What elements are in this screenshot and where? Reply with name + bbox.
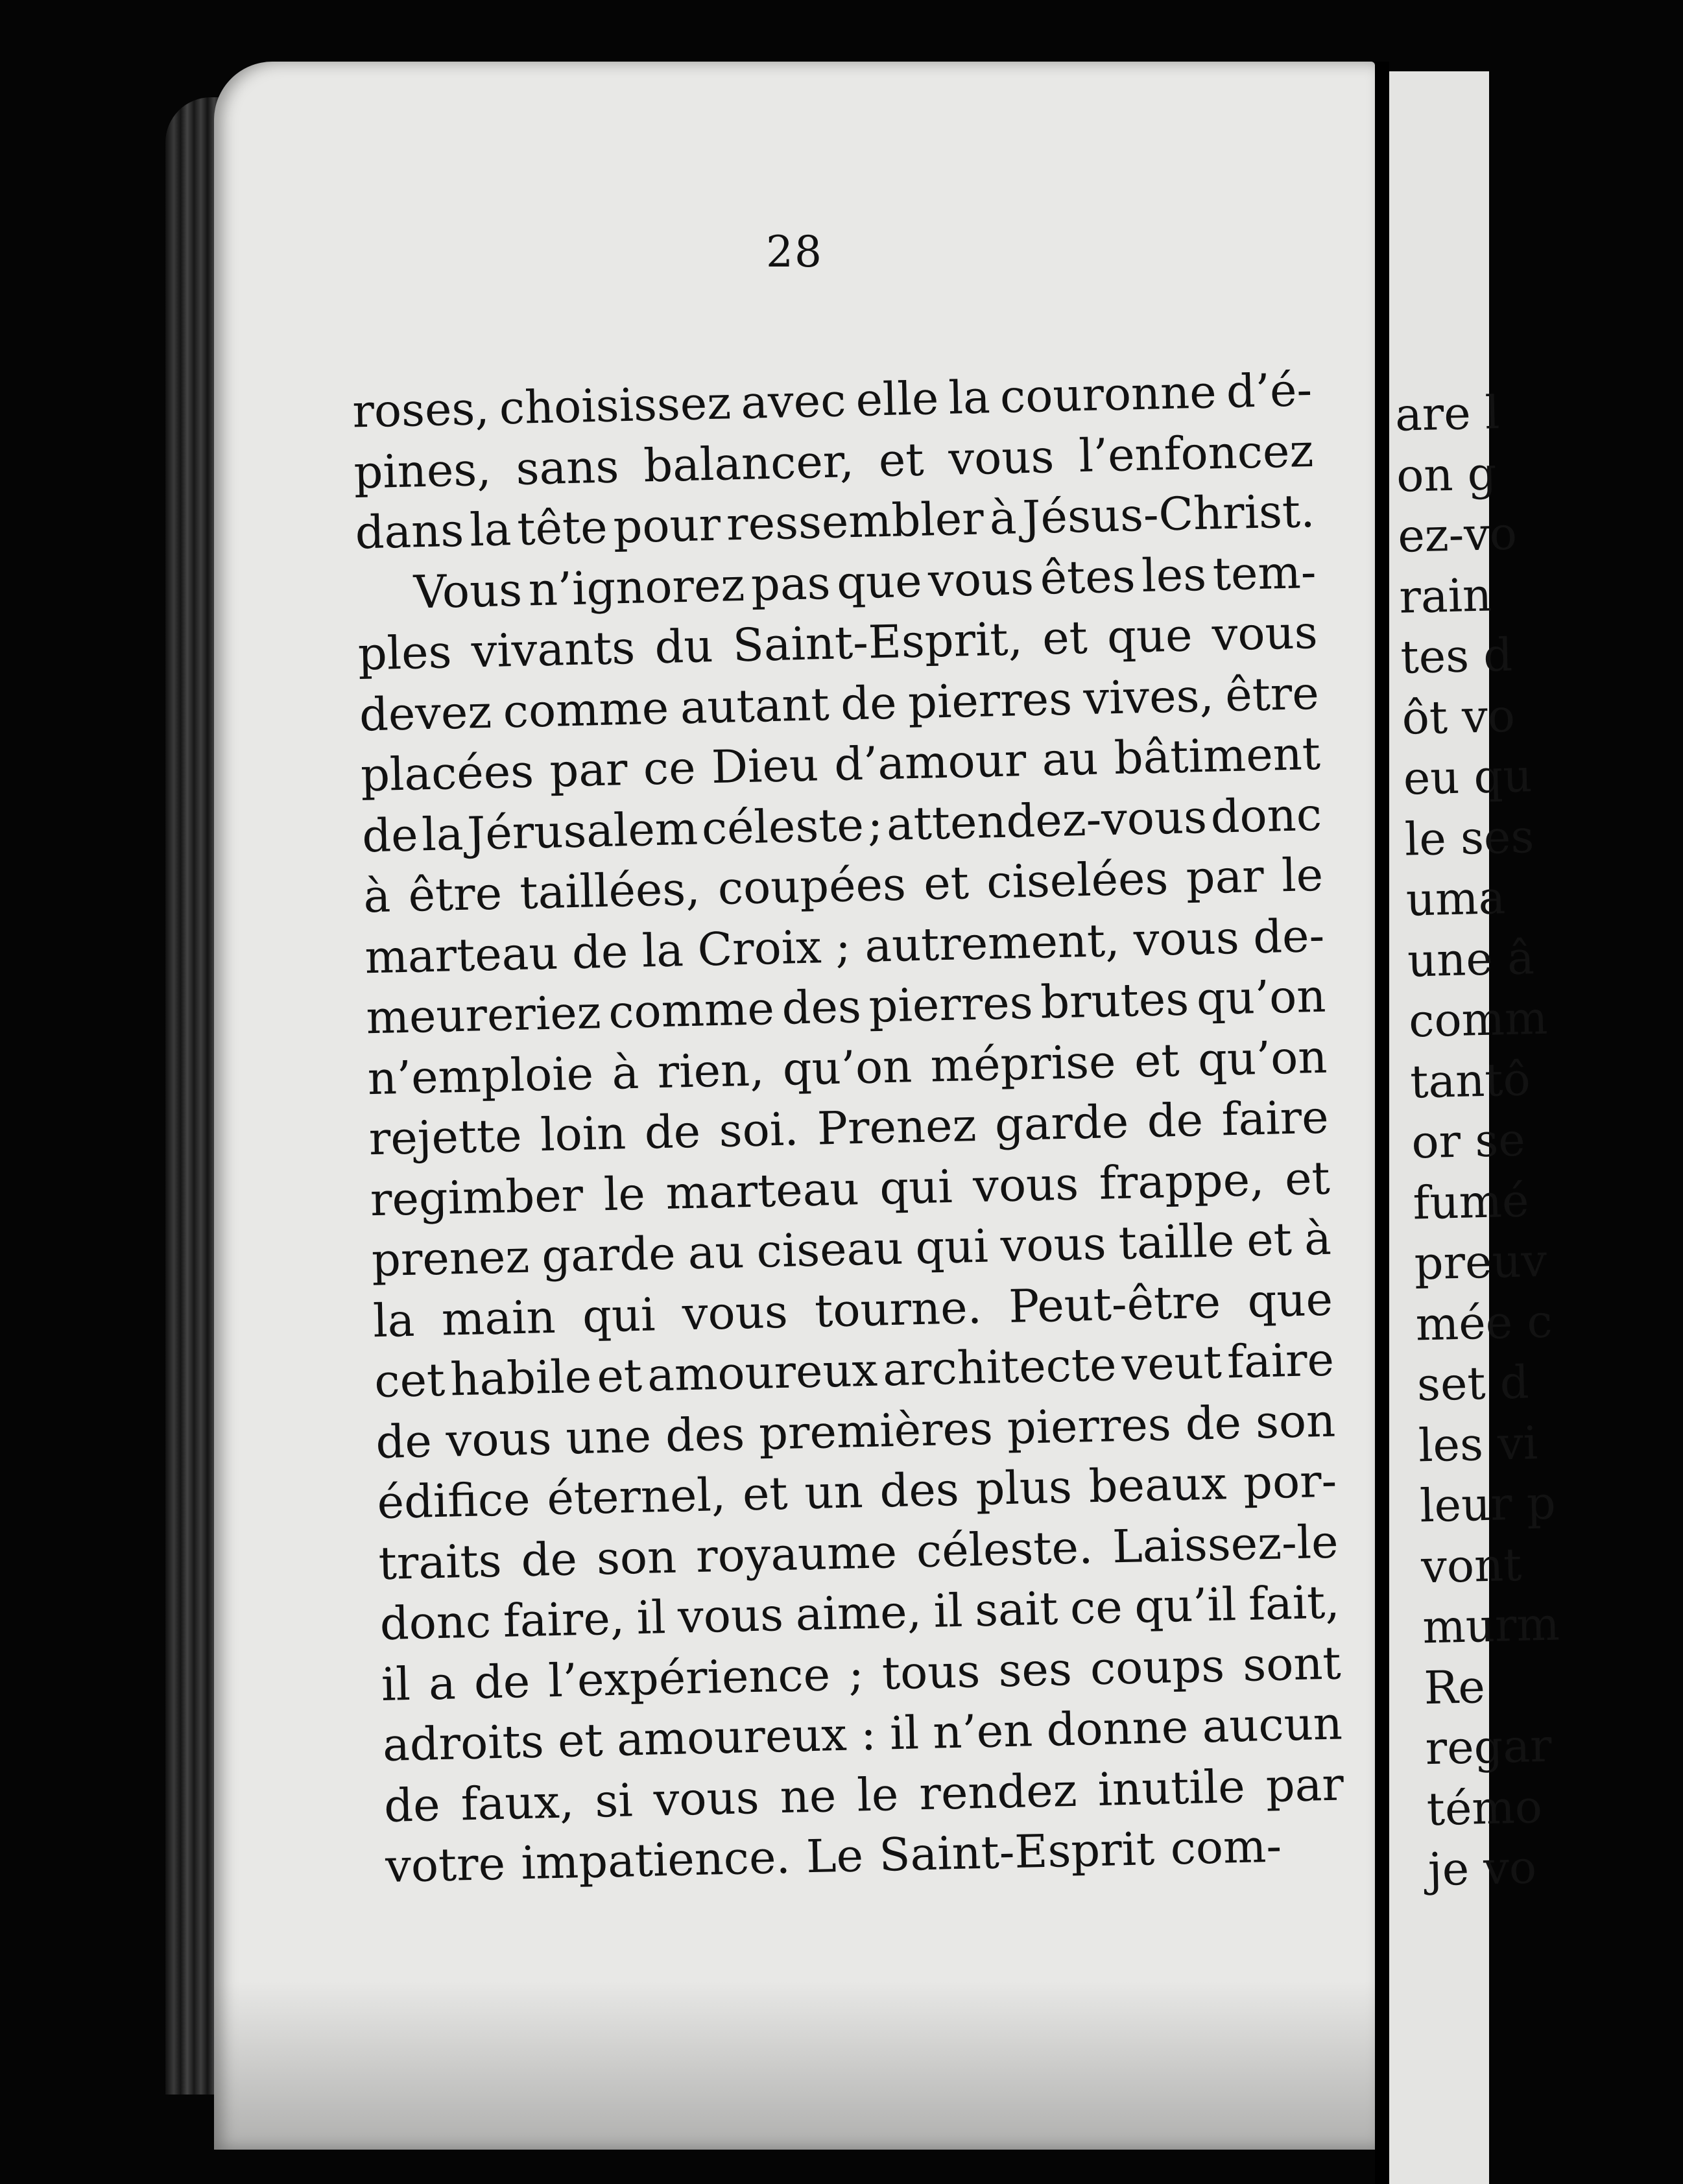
word: et <box>1284 1151 1331 1205</box>
word: brutes <box>1040 972 1190 1029</box>
word: le <box>603 1167 646 1221</box>
word: n’ignorez <box>527 558 746 616</box>
word: a <box>428 1656 457 1710</box>
word: de <box>383 1777 441 1833</box>
facing-text-line: uma <box>1405 871 1507 927</box>
word: tous <box>881 1644 981 1700</box>
facing-text-line: tantô <box>1409 1052 1531 1109</box>
word: que <box>1106 608 1193 664</box>
word: êtes <box>1039 549 1136 605</box>
word: plus <box>975 1460 1073 1516</box>
word: qu’on <box>1195 969 1327 1026</box>
word: un <box>804 1465 864 1520</box>
facing-text-line: comm <box>1408 991 1549 1048</box>
word: comme <box>502 681 670 738</box>
word: royaume <box>695 1525 898 1583</box>
word: une <box>565 1409 652 1464</box>
word: adroits <box>382 1715 545 1772</box>
word: par <box>1185 849 1265 905</box>
word: votre <box>385 1836 506 1893</box>
facing-text-line: murm <box>1422 1597 1560 1654</box>
word: por- <box>1243 1454 1338 1510</box>
word: aime, <box>794 1585 922 1641</box>
word: prenez <box>371 1229 531 1287</box>
word: qui <box>914 1219 989 1275</box>
word: faire, <box>502 1591 625 1648</box>
word: de <box>1146 1093 1204 1148</box>
word: qu’il <box>1134 1578 1237 1633</box>
word: il <box>933 1584 964 1638</box>
word: que <box>1247 1272 1333 1328</box>
word: amoureux <box>616 1707 848 1766</box>
word: à <box>1304 1211 1332 1266</box>
word: de <box>520 1532 578 1587</box>
word: traits <box>377 1534 503 1590</box>
word: Saint-Esprit, <box>732 612 1023 672</box>
word: méprise <box>929 1034 1117 1093</box>
word: ples <box>357 625 453 681</box>
word: : <box>860 1707 877 1761</box>
word: attendez-vous <box>886 790 1208 851</box>
word: de <box>1184 1395 1242 1451</box>
word: sont <box>1242 1635 1342 1692</box>
word: que <box>836 554 923 610</box>
word: le <box>1281 848 1324 903</box>
word: n’en <box>932 1703 1034 1759</box>
word: dans <box>354 503 465 560</box>
word: regimber <box>370 1168 584 1226</box>
word: sait <box>974 1582 1059 1637</box>
word: avec <box>740 374 847 429</box>
word: céleste. <box>916 1520 1094 1578</box>
word: inutile <box>1097 1759 1246 1816</box>
word: loin <box>540 1106 627 1162</box>
word: Croix <box>697 920 822 977</box>
word: et <box>557 1713 604 1768</box>
word: vous <box>677 1587 784 1644</box>
facing-text-line: on g <box>1396 446 1498 503</box>
word: vivants <box>470 621 636 678</box>
word: si <box>594 1773 634 1828</box>
facing-page-text <box>1389 379 1683 1901</box>
word: amoureux <box>647 1343 878 1402</box>
word: ressembler <box>726 492 985 551</box>
word: ne <box>779 1768 837 1823</box>
word: pierres <box>868 976 1034 1033</box>
word: devez <box>359 685 493 741</box>
word: être <box>407 866 503 922</box>
book-gutter <box>1375 62 1389 2184</box>
word: main <box>441 1290 556 1346</box>
facing-text-line: regar <box>1424 1718 1553 1775</box>
word: donne <box>1045 1700 1189 1757</box>
word: Vous <box>412 563 523 619</box>
word: les <box>1141 547 1207 602</box>
word: son <box>1255 1394 1336 1449</box>
word: taillées, <box>519 862 701 920</box>
word: et <box>877 433 925 487</box>
word: frappe, <box>1098 1152 1265 1210</box>
word: de <box>571 924 629 979</box>
facing-text-line: une â <box>1407 931 1535 988</box>
word: comme <box>608 982 775 1039</box>
word: faire <box>1226 1333 1335 1389</box>
word: choisissez <box>498 376 732 435</box>
word: et <box>923 856 970 910</box>
word: n’emploie <box>366 1046 594 1105</box>
word: de <box>375 1414 433 1469</box>
facing-text-line: are l <box>1394 386 1501 442</box>
word: à <box>988 491 1018 545</box>
word: impatience. <box>520 1830 791 1890</box>
word: l’expérience <box>547 1647 831 1707</box>
facing-text-line: ôt vo <box>1401 689 1516 745</box>
word: architecte <box>882 1338 1117 1397</box>
word: Le <box>806 1829 864 1884</box>
word: il <box>636 1591 667 1645</box>
word: l’enfoncez <box>1078 423 1315 482</box>
word: la <box>372 1293 416 1347</box>
word: com- <box>1169 1819 1282 1875</box>
word: de <box>643 1104 701 1159</box>
word: au <box>687 1225 745 1280</box>
word: donc <box>379 1595 492 1651</box>
word: balancer, <box>643 434 855 492</box>
facing-text-line: ez-vo <box>1397 506 1518 563</box>
word: garde <box>994 1095 1130 1152</box>
word: des <box>665 1407 746 1462</box>
word: marteau <box>665 1161 860 1220</box>
word: rien, <box>656 1042 765 1098</box>
page-number: 28 <box>766 227 823 277</box>
word: rendez <box>918 1763 1078 1820</box>
book-page <box>214 62 1375 2150</box>
word: vous <box>972 1156 1079 1213</box>
word: qu’on <box>782 1039 913 1096</box>
facing-text-line: set d <box>1416 1355 1530 1412</box>
word: ses <box>997 1642 1073 1697</box>
word: et <box>1042 610 1088 665</box>
word: vous <box>1132 910 1240 966</box>
word: premières <box>758 1401 994 1460</box>
word: ciseau <box>756 1221 904 1278</box>
word: par <box>549 742 628 798</box>
word: au <box>1041 731 1099 787</box>
word: sans <box>515 439 620 495</box>
word: beaux <box>1088 1456 1228 1513</box>
facing-page-fragment <box>1389 71 1560 2184</box>
word: son <box>595 1530 677 1585</box>
word: vous <box>927 551 1034 607</box>
word: pour <box>612 497 721 554</box>
word: ; <box>848 1646 865 1701</box>
word: tourne. <box>814 1280 983 1338</box>
facing-text-line: leur p <box>1419 1476 1557 1533</box>
facing-text-line: les vi <box>1418 1416 1538 1472</box>
word: qui <box>582 1287 656 1343</box>
facing-text-line: témo <box>1426 1779 1543 1836</box>
word: coupées <box>717 857 907 915</box>
word: Saint-Esprit <box>878 1822 1156 1882</box>
word: cet <box>374 1353 446 1408</box>
word: donc <box>1210 787 1322 844</box>
word: vous <box>948 429 1055 486</box>
facing-text-line: rain <box>1398 568 1492 624</box>
word: tête <box>516 500 608 556</box>
word: autant <box>679 677 830 734</box>
word: du <box>654 619 714 674</box>
word: ; <box>866 797 884 851</box>
facing-text-line: or se <box>1411 1113 1526 1169</box>
word: tem- <box>1212 545 1317 601</box>
word: vous <box>682 1285 789 1340</box>
word: et <box>596 1348 643 1403</box>
word: la <box>421 807 464 861</box>
word: par <box>1265 1757 1344 1812</box>
word: elle <box>855 372 940 427</box>
word: le <box>856 1767 900 1822</box>
word: et <box>741 1466 789 1521</box>
word: Dieu <box>710 738 819 794</box>
word: être <box>1224 666 1320 722</box>
facing-text-line: vont <box>1420 1537 1523 1593</box>
word: Prenez <box>817 1098 977 1156</box>
word: pines, <box>353 442 492 499</box>
word: ciselées <box>986 851 1169 909</box>
word: et <box>1134 1033 1180 1087</box>
facing-text-line: Re <box>1423 1659 1486 1715</box>
word: à <box>363 869 392 923</box>
word: veut <box>1121 1335 1223 1392</box>
word: vives, <box>1082 669 1215 725</box>
word: aucun <box>1201 1696 1343 1753</box>
word: de <box>361 807 419 862</box>
word: roses, <box>352 381 490 438</box>
word: bâtiment <box>1113 726 1321 785</box>
word: il <box>889 1706 920 1761</box>
word: ce <box>642 741 697 796</box>
word: qui <box>879 1159 953 1215</box>
word: ; <box>835 919 852 973</box>
word: meureriez <box>365 986 602 1045</box>
word: faire <box>1221 1090 1330 1146</box>
word: fait, <box>1248 1575 1341 1631</box>
word: garde <box>541 1226 676 1283</box>
word: de- <box>1252 908 1325 964</box>
word: rejette <box>368 1108 523 1166</box>
word: pas <box>750 556 831 611</box>
word: il <box>381 1657 411 1711</box>
body-text <box>352 360 1346 1897</box>
word: ce <box>1069 1580 1123 1635</box>
word: couronne <box>999 365 1217 423</box>
word: édifice <box>376 1472 531 1530</box>
facing-text-line: eu qu <box>1402 749 1533 805</box>
word: autrement, <box>864 913 1121 973</box>
facing-text-line: fumé <box>1412 1173 1530 1229</box>
word: des <box>879 1462 960 1518</box>
word: habile <box>449 1349 593 1407</box>
word: soi. <box>718 1102 800 1158</box>
word: de <box>840 676 898 731</box>
word: vous <box>1211 605 1319 661</box>
facing-text-line: je vo <box>1427 1840 1537 1897</box>
facing-text-line: mée c <box>1414 1294 1553 1351</box>
word: de <box>473 1654 531 1709</box>
word: céleste <box>700 798 865 855</box>
word: Laissez-le <box>1112 1515 1339 1573</box>
word: et <box>1246 1213 1293 1267</box>
word: coups <box>1089 1639 1225 1695</box>
facing-text-line: tes d <box>1400 628 1513 684</box>
word: Peut-être <box>1008 1275 1221 1333</box>
word: vous <box>999 1217 1107 1273</box>
word: pierres <box>907 672 1073 729</box>
word: éternel, <box>546 1467 726 1526</box>
word: vous <box>652 1770 760 1827</box>
word: taille <box>1117 1214 1235 1270</box>
word: vous <box>445 1411 553 1467</box>
word: d’é- <box>1225 362 1313 418</box>
word: d’amour <box>833 733 1027 791</box>
word: des <box>781 980 862 1035</box>
facing-text-line: le ses <box>1403 809 1535 866</box>
word: pierres <box>1006 1397 1172 1454</box>
word: placées <box>360 744 534 802</box>
word: la <box>641 923 684 978</box>
word: Jésus-Christ. <box>1021 484 1316 545</box>
word: la <box>469 503 512 557</box>
word: faux, <box>460 1774 575 1831</box>
word: qu’on <box>1197 1030 1328 1086</box>
word: Jérusalem <box>466 801 698 861</box>
facing-text-line: preuv <box>1413 1233 1547 1290</box>
word: marteau <box>364 926 559 984</box>
word: la <box>948 370 991 425</box>
word: à <box>611 1045 640 1100</box>
